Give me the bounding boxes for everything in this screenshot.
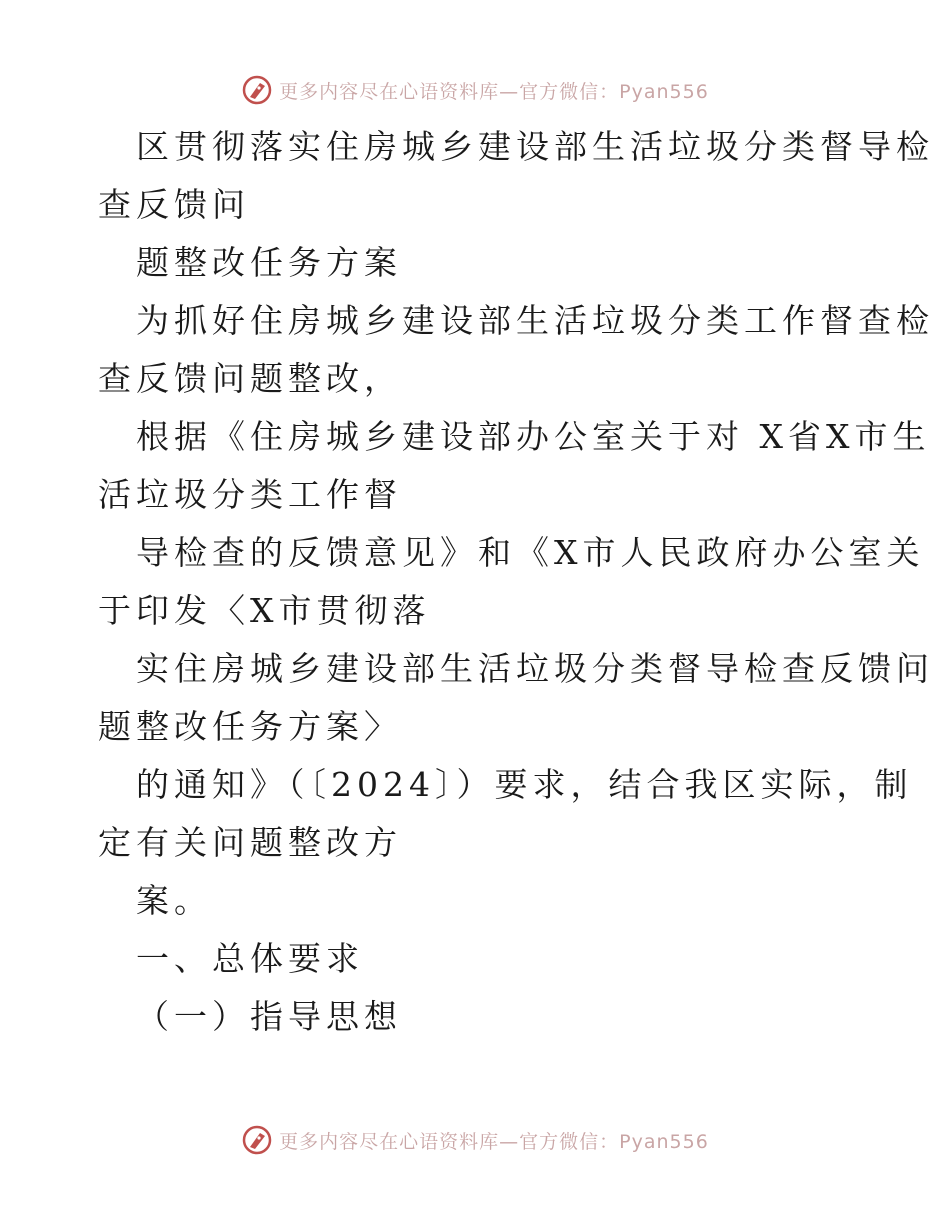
doc-line: 实住房城乡建设部生活垃圾分类督导检查反馈问: [136, 649, 934, 688]
doc-line: 查反馈问题整改，: [98, 359, 402, 398]
pen-nib-logo-icon: [241, 74, 273, 106]
pen-nib-logo-icon: [241, 1124, 273, 1156]
doc-line: 案。: [136, 881, 212, 920]
doc-line: 导检查的反馈意见》和《X市人民政府办公室关: [136, 533, 925, 572]
watermark-footer: [0, 1120, 950, 1160]
doc-line: 的通知》（〔2024〕）要求，结合我区实际，制: [136, 765, 913, 804]
doc-line: 题整改任务方案〉: [98, 707, 402, 746]
doc-line: 根据《住房城乡建设部办公室关于对 X省X市生: [136, 417, 931, 456]
doc-line: 查反馈问: [98, 185, 250, 224]
watermark-header: [0, 70, 950, 110]
document-body: [98, 118, 934, 1046]
doc-line: 于印发〈X市贯彻落: [98, 591, 431, 630]
doc-line: 活垃圾分类工作督: [98, 475, 402, 514]
section-heading: 一、总体要求: [136, 939, 364, 978]
watermark-text: 更多内容尽在心语资料库—官方微信：Pyan556: [279, 80, 709, 103]
watermark-text: 更多内容尽在心语资料库—官方微信：Pyan556: [279, 1130, 709, 1153]
doc-line: 区贯彻落实住房城乡建设部生活垃圾分类督导检: [136, 127, 934, 166]
doc-line: 定有关问题整改方: [98, 823, 402, 862]
doc-line: 为抓好住房城乡建设部生活垃圾分类工作督查检: [136, 301, 934, 340]
doc-line: 题整改任务方案: [136, 243, 402, 282]
subsection-heading: （一）指导思想: [136, 997, 402, 1036]
